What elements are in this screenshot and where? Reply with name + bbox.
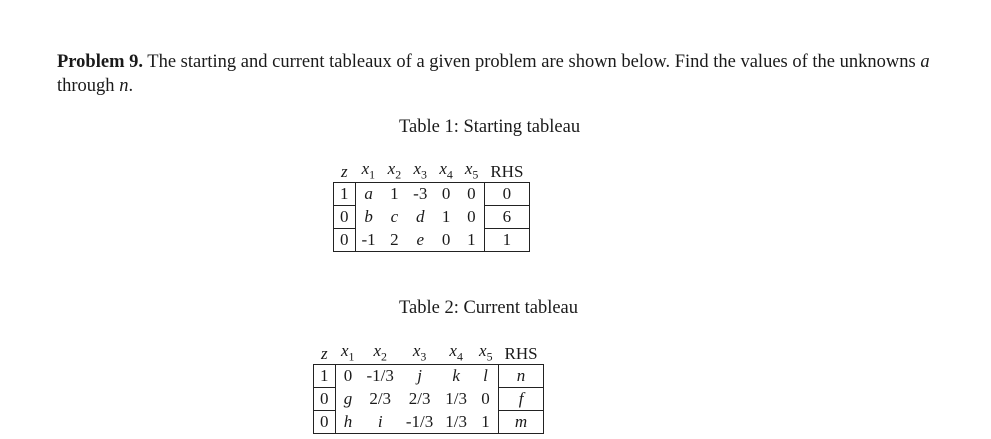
table-cell: c	[390, 207, 399, 226]
table2-header-rhs: RHS	[504, 344, 538, 363]
table1-header-z: z	[340, 162, 348, 181]
table1-header-row	[334, 158, 530, 183]
table-row	[334, 206, 530, 229]
table1-header-x1: $x_1$	[361, 158, 376, 181]
var-a: a	[920, 52, 930, 72]
table-cell: -1	[355, 229, 382, 252]
table-cell: 2	[382, 229, 408, 252]
table-cell: 0	[335, 365, 361, 388]
table-cell: g	[343, 389, 353, 408]
table-cell: 1/3	[445, 389, 468, 408]
table1-header-rhs: RHS	[490, 162, 524, 181]
table1-caption: Table 1: Starting tableau	[399, 117, 581, 137]
table-cell: 2/3	[369, 389, 392, 408]
table-cell: l	[473, 365, 499, 388]
table-cell: 0	[484, 183, 529, 206]
table-cell: h	[335, 411, 361, 434]
table-cell: j	[400, 365, 439, 388]
table-cell: 0	[433, 183, 459, 206]
table-cell: 1	[473, 411, 499, 434]
table-cell: -1/3	[361, 365, 400, 388]
table-cell: -1/3	[400, 411, 439, 434]
table-cell: 0	[481, 389, 490, 408]
table-cell: 1	[334, 183, 356, 206]
table-cell: -3	[407, 183, 433, 206]
problem-number: Problem 9.	[57, 52, 143, 72]
table-cell: 0	[334, 229, 356, 252]
table-cell: m	[499, 411, 544, 434]
problem-text-2: through	[57, 76, 120, 96]
table-cell: k	[439, 365, 473, 388]
table-row	[314, 388, 544, 411]
table-cell: 0	[314, 411, 336, 434]
table-cell: 0	[334, 206, 356, 229]
table-cell: 0	[433, 229, 459, 252]
table1-starting-tableau	[333, 158, 530, 252]
table2-header-x3: $x_3$	[412, 340, 427, 363]
table2-header-x5: $x_5$	[479, 340, 493, 363]
table2-body	[314, 365, 544, 434]
table-cell: 1	[441, 207, 451, 226]
table-cell: 2/3	[408, 389, 431, 408]
table-cell: b	[364, 207, 373, 226]
table-cell: n	[499, 365, 544, 388]
table-row	[314, 411, 544, 434]
table-cell: 1	[459, 229, 485, 252]
table-cell: 1	[484, 229, 529, 252]
table-cell: f	[499, 388, 544, 411]
table-row	[334, 229, 530, 252]
table-cell: 0	[467, 207, 476, 226]
table-cell: 0	[314, 388, 336, 411]
table1-header-x4: $x_4$	[439, 158, 453, 181]
problem-text-3: .	[128, 76, 134, 96]
table2-current-tableau	[313, 340, 544, 434]
problem-text-1: The starting and current tableaux of a given problem are shown below. Find the values of the unknowns	[142, 52, 921, 72]
table2-header-row	[314, 340, 544, 365]
table-row	[334, 183, 530, 206]
table-cell: 1	[382, 183, 408, 206]
table2-caption: Table 2: Current tableau	[399, 298, 579, 318]
table2-header-x2: $x_2$	[373, 340, 387, 363]
problem-statement	[57, 50, 957, 98]
table-cell: e	[407, 229, 433, 252]
table-cell: 6	[484, 206, 529, 229]
table1-header-x2: $x_2$	[387, 158, 402, 181]
table-cell: i	[361, 411, 400, 434]
table1-header-x5: $x_5$	[464, 158, 479, 181]
table2-header-x1: $x_1$	[341, 340, 355, 363]
table-cell: 1/3	[439, 411, 473, 434]
table-cell: d	[416, 207, 425, 226]
table-cell: a	[355, 183, 382, 206]
table1-body	[334, 183, 530, 252]
table-row	[314, 365, 544, 388]
var-n: n	[119, 76, 129, 96]
table1-header-x3: $x_3$	[413, 158, 427, 181]
table-cell: 0	[459, 183, 485, 206]
table2-header-x4: $x_4$	[449, 340, 463, 363]
table-cell: 1	[314, 365, 336, 388]
table2-header-z: z	[320, 344, 328, 363]
